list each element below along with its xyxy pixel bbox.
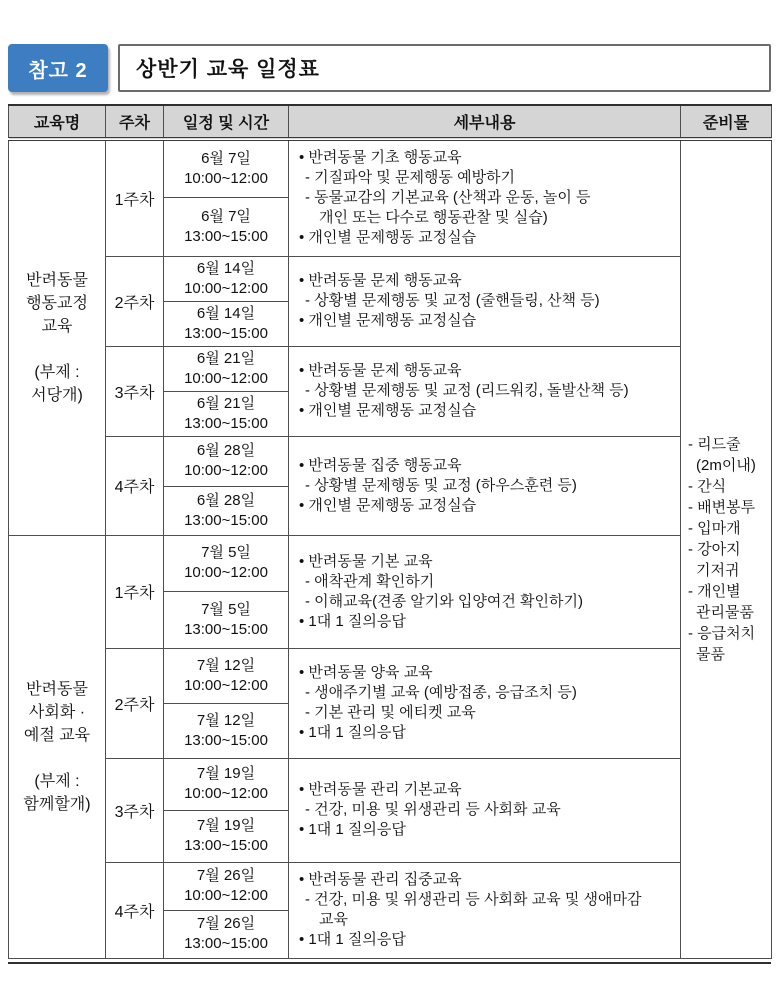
course-name-line: 서당개) xyxy=(31,386,83,404)
detail-line: - 기질파악 및 문제행동 예방하기 xyxy=(305,169,516,187)
course-name-line: (부제 : xyxy=(34,363,80,381)
schedule-cell xyxy=(164,486,289,535)
schedule-time: 13:00~15:00 xyxy=(184,620,268,638)
schedule-cell xyxy=(164,910,289,958)
materials-line: 물품 xyxy=(696,645,725,663)
materials-line: - 강아지 xyxy=(688,540,741,558)
materials-line: (2m이내) xyxy=(696,456,756,474)
detail-line: • 반려동물 관리 기본교육 xyxy=(299,781,462,798)
detail-line: • 반려동물 집중 행동교육 xyxy=(299,456,462,474)
schedule-date: 6월 21일 xyxy=(196,394,256,412)
schedule-table xyxy=(8,104,772,959)
schedule-time: 13:00~15:00 xyxy=(184,731,268,749)
schedule-time: 13:00~15:00 xyxy=(184,324,268,342)
detail-line: - 건강, 미용 및 위생관리 등 사회화 교육 xyxy=(305,801,561,818)
schedule-time: 13:00~15:00 xyxy=(184,935,268,952)
course-name-cell xyxy=(9,535,106,958)
schedule-date: 6월 28일 xyxy=(196,442,256,459)
table-row xyxy=(9,758,772,810)
table-header-row xyxy=(9,105,772,139)
schedule-cell xyxy=(164,535,289,591)
title-bar xyxy=(8,44,771,92)
detail-line: • 1대 1 질의응답 xyxy=(299,724,406,741)
details-cell xyxy=(289,648,681,758)
details-cell xyxy=(289,139,681,256)
materials-cell xyxy=(681,139,772,958)
detail-line: • 반려동물 관리 집중교육 xyxy=(299,871,462,888)
schedule-date: 7월 12일 xyxy=(196,711,256,729)
schedule-time: 10:00~12:00 xyxy=(184,676,268,694)
schedule-date: 7월 5일 xyxy=(201,544,251,561)
schedule-cell xyxy=(164,346,289,391)
details-cell xyxy=(289,346,681,436)
week-cell: 1주차 xyxy=(106,535,164,648)
schedule-cell xyxy=(164,256,289,301)
schedule-date: 6월 7일 xyxy=(201,149,251,167)
week-cell: 1주차 xyxy=(106,139,164,256)
week-cell: 2주차 xyxy=(106,256,164,346)
course-name-line: 반려동물 xyxy=(26,271,88,289)
details-cell xyxy=(289,535,681,648)
schedule-cell xyxy=(164,139,289,197)
page-title: 상반기 교육 일정표 xyxy=(118,44,771,92)
week-cell: 4주차 xyxy=(106,862,164,958)
detail-line: • 반려동물 양육 교육 xyxy=(299,664,433,681)
detail-line: - 상황별 문제행동 및 교정 (하우스훈련 등) xyxy=(305,476,577,494)
detail-line: • 반려동물 문제 행동교육 xyxy=(299,272,462,289)
column-header-2: 일정 및 시간 xyxy=(164,105,289,139)
schedule-date: 7월 5일 xyxy=(201,600,251,618)
course-name-line: 예절 교육 xyxy=(23,726,91,744)
table-row xyxy=(9,256,772,301)
schedule-time: 10:00~12:00 xyxy=(184,279,268,297)
course-name-line: (부제 : xyxy=(34,772,80,790)
table-row xyxy=(9,436,772,486)
schedule-cell xyxy=(164,391,289,436)
schedule-date: 7월 19일 xyxy=(196,765,256,782)
detail-line: - 동물교감의 기본교육 (산책과 운동, 놀이 등 xyxy=(305,189,591,207)
schedule-time: 10:00~12:00 xyxy=(184,369,268,387)
detail-line: • 개인별 문제행동 교정실습 xyxy=(299,312,477,329)
table-row xyxy=(9,346,772,391)
materials-line: - 간식 xyxy=(688,477,727,495)
schedule-cell xyxy=(164,591,289,648)
detail-line: • 개인별 문제행동 교정실습 xyxy=(299,496,477,514)
detail-line: - 상황별 문제행동 및 교정 (줄핸들링, 산책 등) xyxy=(305,292,600,309)
table-row xyxy=(9,648,772,703)
schedule-date: 6월 14일 xyxy=(196,304,256,322)
schedule-cell xyxy=(164,703,289,758)
detail-line: • 1대 1 질의응답 xyxy=(299,821,406,838)
detail-line: • 1대 1 질의응답 xyxy=(299,612,406,630)
schedule-cell xyxy=(164,197,289,256)
schedule-time: 10:00~12:00 xyxy=(184,887,268,904)
schedule-date: 6월 7일 xyxy=(201,207,251,225)
materials-line: 기저귀 xyxy=(696,561,740,579)
materials-line: - 개인별 xyxy=(688,582,741,600)
schedule-time: 10:00~12:00 xyxy=(184,785,268,802)
schedule-time: 10:00~12:00 xyxy=(184,169,268,187)
materials-line: - 입마개 xyxy=(688,519,741,537)
details-cell xyxy=(289,758,681,862)
details-cell xyxy=(289,256,681,346)
detail-line: - 생애주기별 교육 (예방접종, 응급조치 등) xyxy=(305,684,577,701)
week-cell: 2주차 xyxy=(106,648,164,758)
course-name-line xyxy=(9,747,105,770)
schedule-time: 13:00~15:00 xyxy=(184,511,268,529)
detail-line: • 반려동물 기본 교육 xyxy=(299,552,433,570)
table-row xyxy=(9,862,772,910)
schedule-time: 10:00~12:00 xyxy=(184,564,268,581)
course-name-line xyxy=(9,338,105,361)
course-name-line: 반려동물 xyxy=(26,680,88,698)
week-cell: 4주차 xyxy=(106,436,164,535)
schedule-date: 7월 26일 xyxy=(196,915,256,932)
schedule-time: 10:00~12:00 xyxy=(184,462,268,479)
materials-line: - 배변봉투 xyxy=(688,498,756,516)
schedule-date: 6월 21일 xyxy=(196,349,256,367)
course-name-cell xyxy=(9,139,106,535)
table-row xyxy=(9,535,772,591)
schedule-cell xyxy=(164,301,289,346)
schedule-time: 13:00~15:00 xyxy=(184,837,268,854)
detail-line: - 상황별 문제행동 및 교정 (리드워킹, 돌발산책 등) xyxy=(305,382,629,399)
column-header-0: 교육명 xyxy=(9,105,106,139)
materials-line: 관리물품 xyxy=(696,603,754,621)
reference-badge: 참고 2 xyxy=(8,44,108,92)
schedule-cell xyxy=(164,810,289,862)
schedule-cell xyxy=(164,436,289,486)
column-header-3: 세부내용 xyxy=(289,105,681,139)
detail-line: - 이해교육(견종 알기와 입양여건 확인하기) xyxy=(305,592,583,610)
schedule-date: 7월 12일 xyxy=(196,656,256,674)
schedule-cell xyxy=(164,648,289,703)
course-name-line: 함께할개) xyxy=(23,795,91,813)
course-name-line: 사회화 · xyxy=(28,703,86,721)
week-cell: 3주차 xyxy=(106,346,164,436)
detail-line: • 반려동물 기초 행동교육 xyxy=(299,149,462,167)
materials-line: - 리드줄 xyxy=(688,435,741,453)
schedule-date: 7월 26일 xyxy=(196,867,256,884)
detail-line: • 개인별 문제행동 교정실습 xyxy=(299,229,477,247)
schedule-cell xyxy=(164,758,289,810)
detail-line: • 반려동물 문제 행동교육 xyxy=(299,362,462,379)
schedule-date: 6월 28일 xyxy=(196,491,256,509)
schedule-time: 13:00~15:00 xyxy=(184,227,268,245)
detail-line: • 1대 1 질의응답 xyxy=(299,931,406,948)
detail-line: 개인 또는 다수로 행동관찰 및 실습) xyxy=(319,209,548,227)
course-name-line: 교육 xyxy=(41,317,73,335)
table-row xyxy=(9,139,772,197)
column-header-1: 주차 xyxy=(106,105,164,139)
week-cell: 3주차 xyxy=(106,758,164,862)
schedule-time: 13:00~15:00 xyxy=(184,414,268,432)
column-header-4: 준비물 xyxy=(681,105,772,139)
schedule-cell xyxy=(164,862,289,910)
detail-line: 교육 xyxy=(319,911,348,928)
schedule-date: 7월 19일 xyxy=(196,817,256,834)
detail-line: - 건강, 미용 및 위생관리 등 사회화 교육 및 생애마감 xyxy=(305,891,642,908)
course-name-line: 행동교정 xyxy=(26,294,88,312)
materials-line: - 응급처치 xyxy=(688,624,756,642)
details-cell xyxy=(289,436,681,535)
detail-line: - 기본 관리 및 에티켓 교육 xyxy=(305,704,476,721)
details-cell xyxy=(289,862,681,958)
schedule-table-wrapper xyxy=(8,104,771,964)
detail-line: • 개인별 문제행동 교정실습 xyxy=(299,402,477,419)
schedule-date: 6월 14일 xyxy=(196,259,256,277)
detail-line: - 애착관계 확인하기 xyxy=(305,572,435,590)
